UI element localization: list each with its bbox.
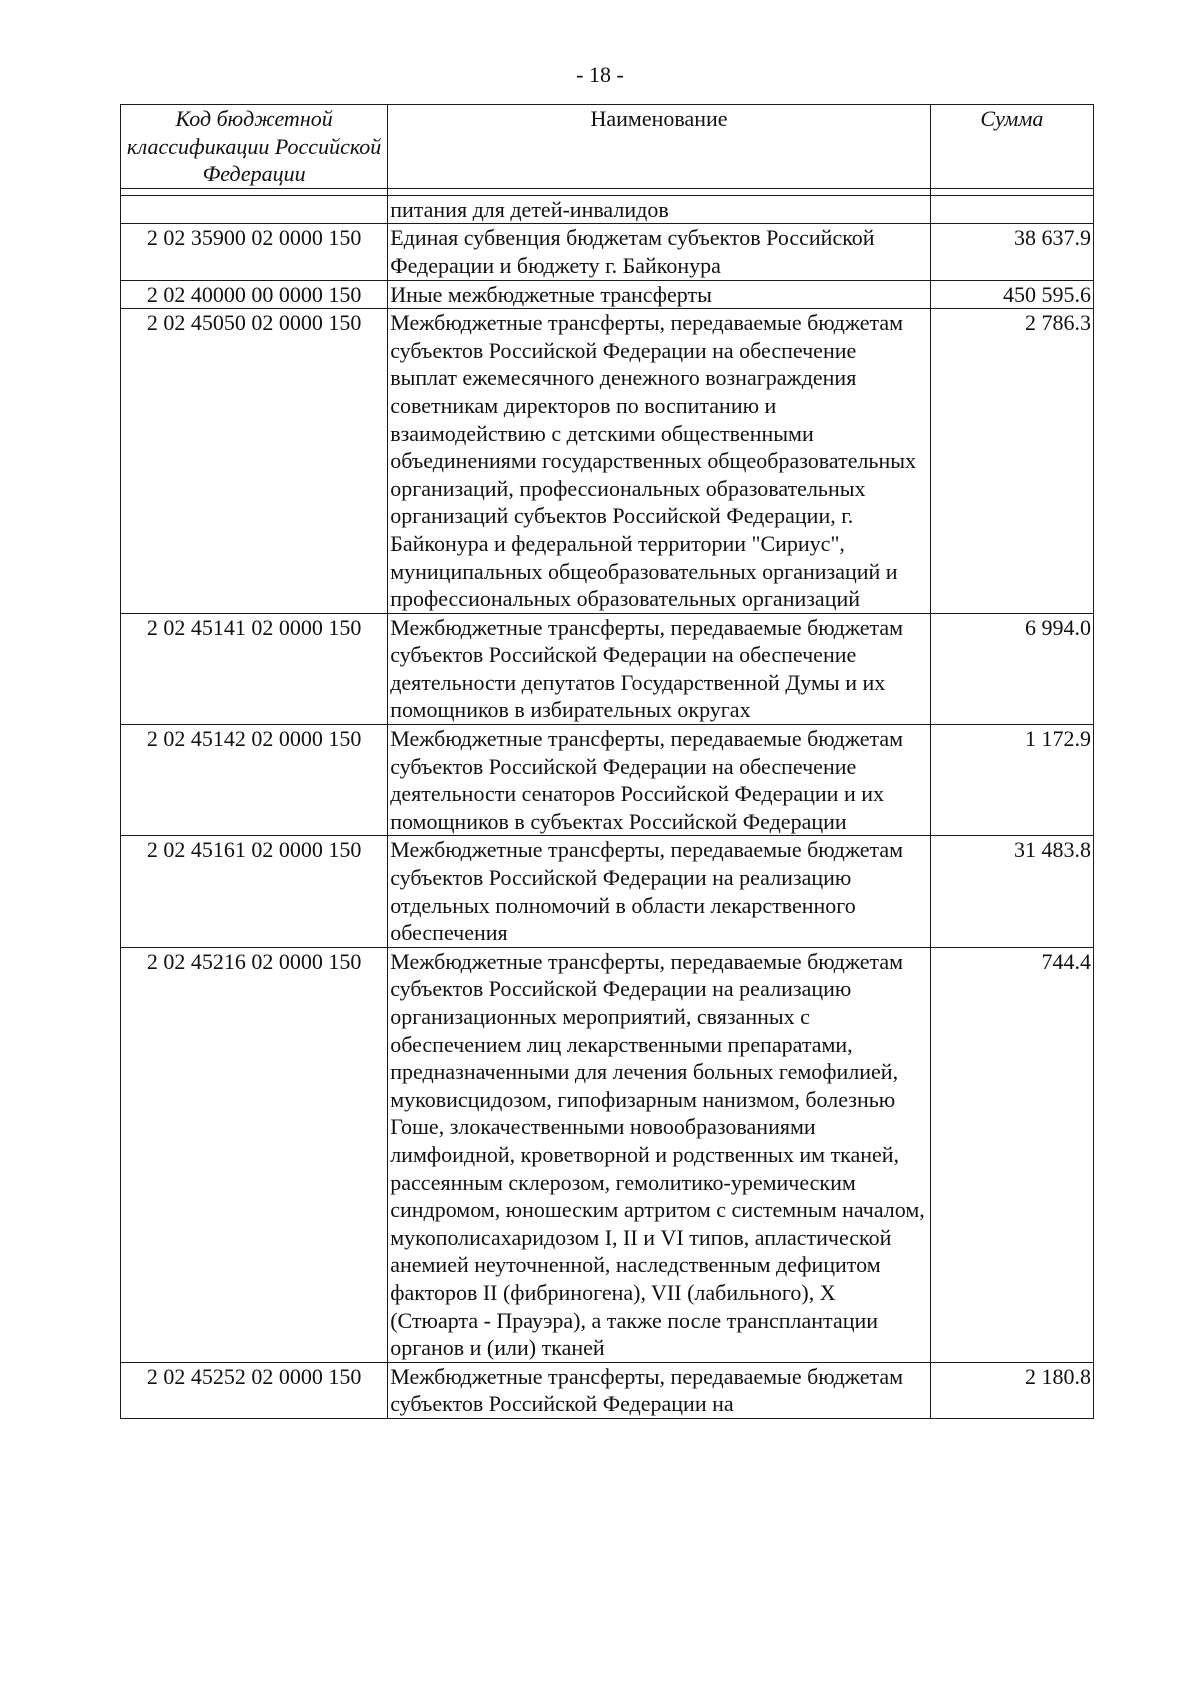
table-row <box>121 725 1094 836</box>
row-sum: 31 483.8 <box>930 836 1093 947</box>
row-name: Межбюджетные трансферты, передаваемые бюджетам субъектов Российской Федерации на реализацию отдельных полномочий в области лекарственного обеспечения <box>388 836 931 947</box>
row-sum <box>930 195 1093 224</box>
row-sum: 2 180.8 <box>930 1362 1093 1418</box>
row-code: 2 02 45142 02 0000 150 <box>121 725 388 836</box>
table-row <box>121 613 1094 724</box>
row-code: 2 02 45252 02 0000 150 <box>121 1362 388 1418</box>
row-code: 2 02 45216 02 0000 150 <box>121 947 388 1362</box>
table-row <box>121 224 1094 280</box>
header-code: Код бюджетной классификации Российской Федерации <box>121 105 388 189</box>
table-row <box>121 1362 1094 1418</box>
page-number: - 18 - <box>576 62 624 87</box>
row-sum: 450 595.6 <box>930 280 1093 309</box>
table-row <box>121 836 1094 947</box>
row-name: Межбюджетные трансферты, передаваемые бюджетам субъектов Российской Федерации на <box>388 1362 931 1418</box>
table-row <box>121 195 1094 224</box>
row-name: Межбюджетные трансферты, передаваемые бюджетам субъектов Российской Федерации на обеспечение деятельности сенаторов Российской Федерации и их помощников в субъектах Российской Федерации <box>388 725 931 836</box>
row-sum: 744.4 <box>930 947 1093 1362</box>
row-sum: 2 786.3 <box>930 309 1093 614</box>
row-code: 2 02 40000 00 0000 150 <box>121 280 388 309</box>
row-sum: 1 172.9 <box>930 725 1093 836</box>
table-row <box>121 947 1094 1362</box>
budget-table <box>120 104 1094 1419</box>
row-code: 2 02 45161 02 0000 150 <box>121 836 388 947</box>
row-sum: 38 637.9 <box>930 224 1093 280</box>
row-code: 2 02 35900 02 0000 150 <box>121 224 388 280</box>
row-code: 2 02 45050 02 0000 150 <box>121 309 388 614</box>
separator-row <box>121 188 1094 195</box>
row-name: Единая субвенция бюджетам субъектов Российской Федерации и бюджету г. Байконура <box>388 224 931 280</box>
row-code: 2 02 45141 02 0000 150 <box>121 613 388 724</box>
row-name: Межбюджетные трансферты, передаваемые бюджетам субъектов Российской Федерации на обеспечение деятельности депутатов Государственной Думы и их помощников в избирательных округах <box>388 613 931 724</box>
header-sum: Сумма <box>930 105 1093 189</box>
row-code <box>121 195 388 224</box>
row-sum: 6 994.0 <box>930 613 1093 724</box>
header-name: Наименование <box>388 105 931 189</box>
row-name: Межбюджетные трансферты, передаваемые бюджетам субъектов Российской Федерации на обеспечение выплат ежемесячного денежного вознаграждения советникам директоров по воспитанию и взаимодействию с детскими общественными объединениями государственных общеобразовательных организаций, профессиональных образовательных организаций субъектов Российской Федерации, г. Байконура и федеральной территории "Сириус", муниципальных общеобразовательных организаций и профессиональных образовательных организаций <box>388 309 931 614</box>
row-name: Иные межбюджетные трансферты <box>388 280 931 309</box>
table-row <box>121 280 1094 309</box>
table-row <box>121 309 1094 614</box>
row-name: питания для детей-инвалидов <box>388 195 931 224</box>
table-header-row <box>121 105 1094 189</box>
row-name: Межбюджетные трансферты, передаваемые бюджетам субъектов Российской Федерации на реализацию организационных мероприятий, связанных с обеспечением лиц лекарственными препаратами, предназначенными для лечения больных гемофилией, муковисцидозом, гипофизарным нанизмом, болезнью Гоше, злокачественными новообразованиями лимфоидной, кроветворной и родственных им тканей, рассеянным склерозом, гемолитико-уремическим синдромом, юношеским артритом с системным началом, мукополисахаридозом I, II и VI типов, апластической анемией неуточненной, наследственным дефицитом факторов II (фибриногена), VII (лабильного), X (Стюарта - Прауэра), а также после трансплантации органов и (или) тканей <box>388 947 931 1362</box>
